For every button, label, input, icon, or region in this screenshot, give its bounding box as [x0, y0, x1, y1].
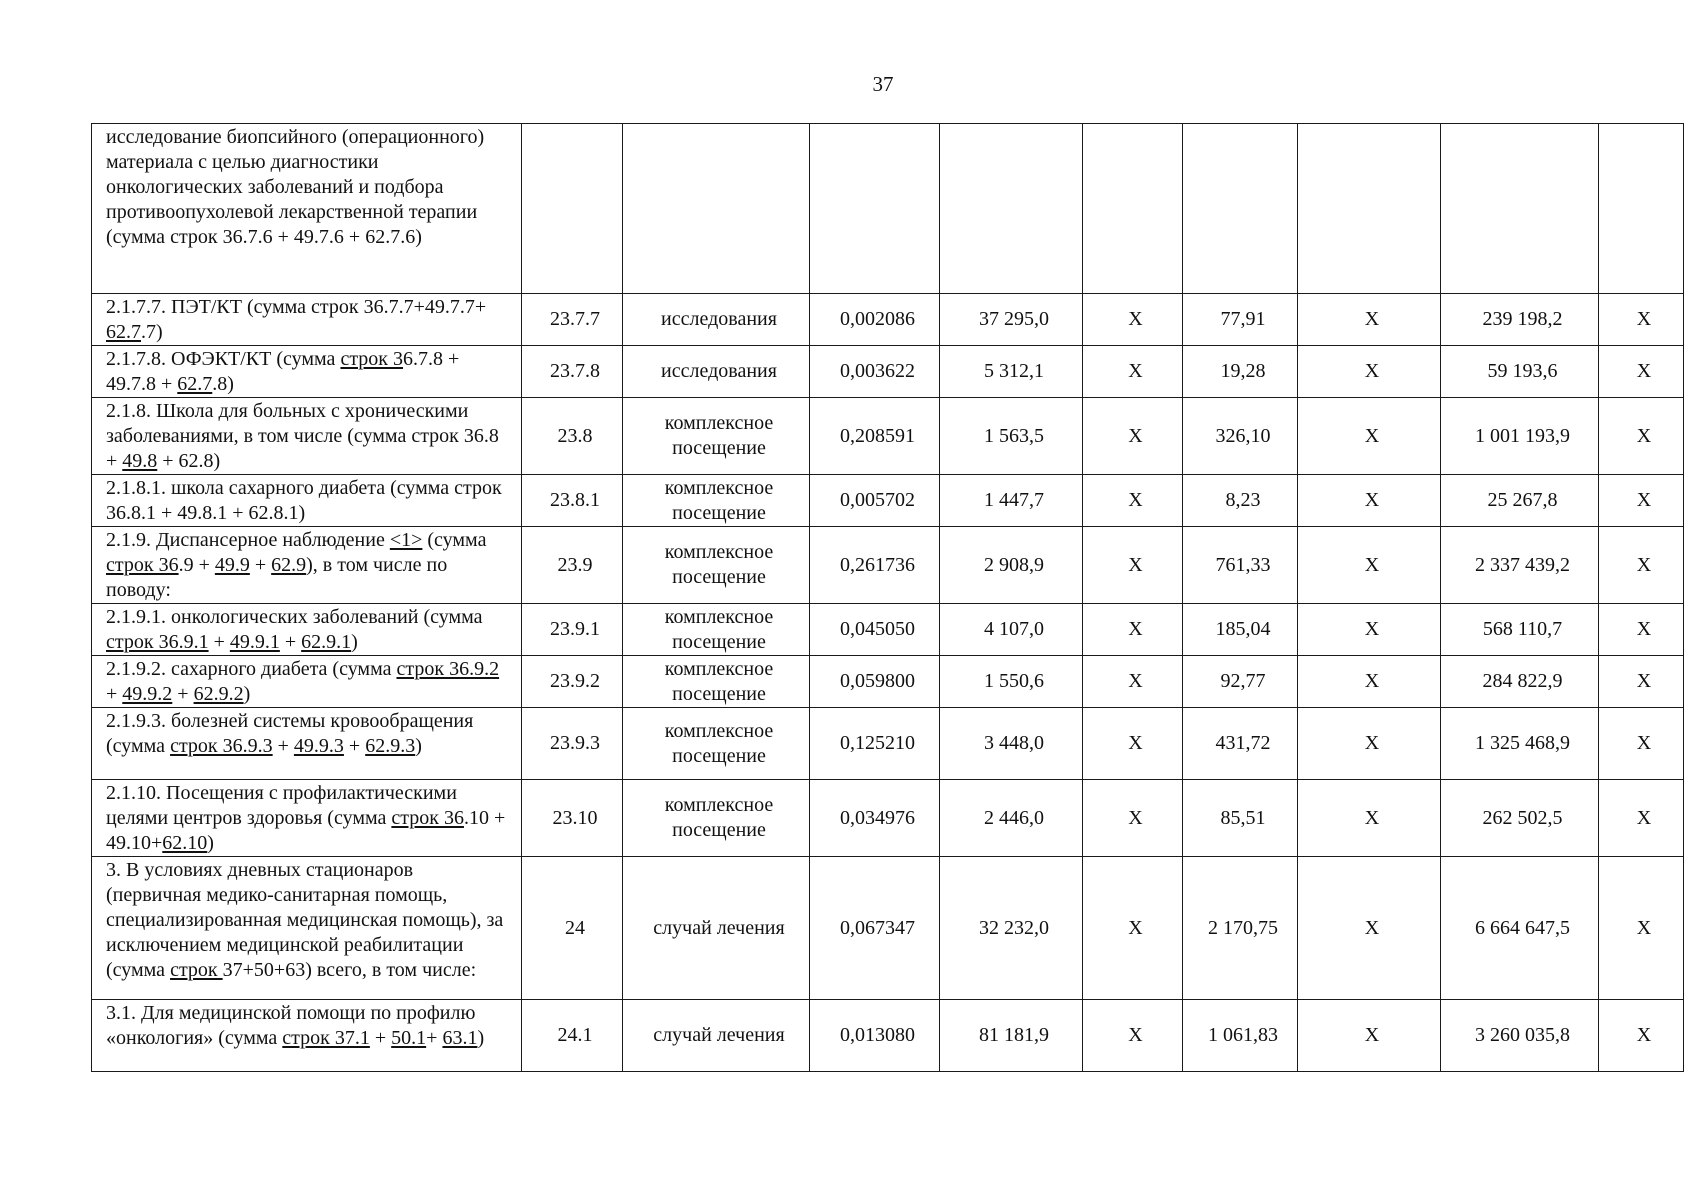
row-description-text: ) [415, 735, 422, 757]
unit-of-measure: комплексное посещение [623, 708, 810, 780]
total-sum: 25 267,8 [1441, 475, 1599, 527]
row-description-text: + [172, 683, 194, 705]
x-mark: X [1083, 294, 1183, 346]
unit-of-measure: комплексное посещение [623, 475, 810, 527]
per-capita-value: 761,33 [1183, 527, 1298, 604]
row-description-text: + [279, 631, 302, 653]
x-mark: X [1298, 604, 1441, 656]
total-sum: 6 664 647,5 [1441, 857, 1599, 1000]
unit-cost: 1 563,5 [940, 398, 1083, 475]
row-code: 23.9.1 [522, 604, 623, 656]
row-description [92, 708, 522, 780]
x-mark [1298, 124, 1441, 294]
row-reference-link: <1> [389, 529, 423, 551]
row-code: 23.10 [522, 780, 623, 857]
row-description-text: 2.1.7.7. ПЭТ/КТ (сумма строк 36.7.7+49.7.7+ [106, 296, 487, 318]
x-mark: X [1599, 294, 1684, 346]
total-sum: 568 110,7 [1441, 604, 1599, 656]
row-description-text: 2.1.7.8. ОФЭКТ/КТ (сумма [106, 348, 341, 370]
x-mark: X [1599, 346, 1684, 398]
per-capita-value: 77,91 [1183, 294, 1298, 346]
row-description-text: + [106, 683, 123, 705]
volume-rate: 0,208591 [810, 398, 940, 475]
per-capita-value: 326,10 [1183, 398, 1298, 475]
row-description-text: .8) [212, 373, 234, 395]
row-reference-link: строк 36.9.3 [170, 735, 273, 757]
table-row [92, 398, 1684, 475]
table-row [92, 604, 1684, 656]
row-description-text: 2.1.10. Посещения с профилактическими целями центров здоровья (сумма [106, 782, 457, 829]
row-description-text: ), в том числе по поводу: [106, 554, 448, 601]
row-code: 23.9 [522, 527, 623, 604]
row-reference-link: 49.9.3 [293, 735, 344, 757]
row-description-text: 6.7.8 + 49.7.8 + [106, 348, 460, 395]
volume-rate: 0,059800 [810, 656, 940, 708]
x-mark [1599, 124, 1684, 294]
volume-rate: 0,261736 [810, 527, 940, 604]
unit-cost [940, 124, 1083, 294]
unit-cost: 3 448,0 [940, 708, 1083, 780]
unit-cost: 32 232,0 [940, 857, 1083, 1000]
unit-cost: 2 908,9 [940, 527, 1083, 604]
row-reference-link: 62.7 [177, 373, 213, 395]
unit-of-measure: комплексное посещение [623, 398, 810, 475]
per-capita-value: 185,04 [1183, 604, 1298, 656]
total-sum: 2 337 439,2 [1441, 527, 1599, 604]
row-description-text: (сумма [422, 529, 487, 551]
row-description-text: ) [477, 1027, 485, 1049]
row-description [92, 398, 522, 475]
total-sum: 284 822,9 [1441, 656, 1599, 708]
total-sum [1441, 124, 1599, 294]
row-description-text: 2.1.9.1. онкологических заболеваний (сумма [106, 606, 483, 628]
row-code: 23.9.2 [522, 656, 623, 708]
row-description-text: 2.1.8.1. школа сахарного диабета (сумма строк 36.8.1 + 49.8.1 + 62.8.1) [106, 477, 502, 524]
total-sum: 59 193,6 [1441, 346, 1599, 398]
row-description-text: 3. В условиях дневных стационаров (первичная медико-санитарная помощь, специализированная медицинская помощь), за исключением медицинской реабилитации (сумма [106, 859, 504, 981]
unit-of-measure: комплексное посещение [623, 527, 810, 604]
row-description [92, 124, 522, 294]
x-mark: X [1599, 527, 1684, 604]
x-mark: X [1083, 857, 1183, 1000]
x-mark: X [1083, 527, 1183, 604]
unit-cost: 1 550,6 [940, 656, 1083, 708]
per-capita-value: 92,77 [1183, 656, 1298, 708]
unit-of-measure [623, 124, 810, 294]
unit-of-measure: исследования [623, 294, 810, 346]
per-capita-value: 8,23 [1183, 475, 1298, 527]
x-mark: X [1599, 398, 1684, 475]
volume-rate: 0,125210 [810, 708, 940, 780]
volume-rate: 0,067347 [810, 857, 940, 1000]
row-reference-link: строк [170, 959, 223, 981]
total-sum: 239 198,2 [1441, 294, 1599, 346]
per-capita-value: 85,51 [1183, 780, 1298, 857]
row-reference-link: строк 37.1 [282, 1027, 370, 1049]
unit-of-measure: комплексное посещение [623, 604, 810, 656]
table-body [92, 124, 1684, 1072]
unit-cost: 81 181,9 [940, 1000, 1083, 1072]
row-description-text: .10 + 49.10+ [106, 807, 506, 854]
row-description-text: 37+50+63) всего, в том числе: [222, 959, 477, 981]
total-sum: 1 325 468,9 [1441, 708, 1599, 780]
row-reference-link: 50.1 [391, 1027, 427, 1049]
table-row [92, 346, 1684, 398]
row-description [92, 780, 522, 857]
row-description-text: исследование биопсийного (операционного) материала с целью диагностики онкологических заболеваний и подбора противоопухолевой лекарственной терапии (сумма строк 36.7.6 + 49.7.6 + 62.7.6) [106, 126, 485, 248]
row-reference-link: 49.9.2 [122, 683, 173, 705]
x-mark: X [1083, 475, 1183, 527]
total-sum: 3 260 035,8 [1441, 1000, 1599, 1072]
table-row [92, 857, 1684, 1000]
row-code: 23.7.8 [522, 346, 623, 398]
data-table [91, 123, 1684, 1072]
row-code: 23.8 [522, 398, 623, 475]
row-description [92, 857, 522, 1000]
x-mark: X [1298, 857, 1441, 1000]
unit-cost: 37 295,0 [940, 294, 1083, 346]
x-mark: X [1083, 398, 1183, 475]
table-row [92, 1000, 1684, 1072]
row-reference-link: строк 36.9.1 [106, 631, 209, 653]
row-reference-link: строк 36 [391, 807, 464, 829]
row-reference-link: 63.1 [442, 1027, 478, 1049]
x-mark: X [1083, 604, 1183, 656]
table-row [92, 294, 1684, 346]
row-description-text: 3.1. Для медицинской помощи по профилю «онкология» (сумма [106, 1002, 476, 1049]
unit-of-measure: комплексное посещение [623, 656, 810, 708]
volume-rate: 0,034976 [810, 780, 940, 857]
table-row [92, 527, 1684, 604]
unit-cost: 2 446,0 [940, 780, 1083, 857]
row-description-text: ) [243, 683, 251, 705]
x-mark: X [1599, 604, 1684, 656]
x-mark: X [1298, 527, 1441, 604]
unit-of-measure: случай лечения [623, 1000, 810, 1072]
x-mark: X [1083, 1000, 1183, 1072]
x-mark: X [1298, 294, 1441, 346]
row-reference-link: 49.9.1 [229, 631, 280, 653]
row-description-text: .9 + [178, 554, 215, 576]
row-description-text: 2.1.9. Диспансерное наблюдение [106, 529, 390, 551]
table-row [92, 708, 1684, 780]
row-description [92, 656, 522, 708]
row-description-text: + [426, 1027, 443, 1049]
x-mark: X [1298, 656, 1441, 708]
row-reference-link: 62.10 [162, 832, 208, 854]
unit-cost: 4 107,0 [940, 604, 1083, 656]
volume-rate: 0,013080 [810, 1000, 940, 1072]
volume-rate: 0,003622 [810, 346, 940, 398]
row-description-text: 2.1.9.2. сахарного диабета (сумма [106, 658, 397, 680]
row-reference-link: строк 36 [106, 554, 179, 576]
x-mark: X [1083, 708, 1183, 780]
x-mark: X [1298, 780, 1441, 857]
row-description-text: + [249, 554, 272, 576]
x-mark: X [1083, 656, 1183, 708]
x-mark: X [1298, 475, 1441, 527]
row-description-text: .7) [141, 321, 163, 343]
row-code [522, 124, 623, 294]
unit-cost: 1 447,7 [940, 475, 1083, 527]
row-code: 23.9.3 [522, 708, 623, 780]
table-row [92, 475, 1684, 527]
x-mark: X [1298, 398, 1441, 475]
row-description [92, 1000, 522, 1072]
unit-of-measure: исследования [623, 346, 810, 398]
table-row [92, 656, 1684, 708]
x-mark: X [1298, 1000, 1441, 1072]
row-description [92, 527, 522, 604]
per-capita-value: 1 061,83 [1183, 1000, 1298, 1072]
row-reference-link: 62.9.2 [193, 683, 244, 705]
total-sum: 1 001 193,9 [1441, 398, 1599, 475]
row-reference-link: 62.9.3 [365, 735, 416, 757]
x-mark: X [1599, 780, 1684, 857]
row-reference-link: 62.7 [106, 321, 141, 343]
per-capita-value: 19,28 [1183, 346, 1298, 398]
per-capita-value [1183, 124, 1298, 294]
per-capita-value: 431,72 [1183, 708, 1298, 780]
row-description-text: + 62.8) [157, 450, 221, 472]
row-reference-link: строк 3 [340, 348, 404, 370]
row-code: 24.1 [522, 1000, 623, 1072]
row-description-text: + [343, 735, 366, 757]
row-description-text: + [272, 735, 294, 757]
x-mark: X [1298, 708, 1441, 780]
per-capita-value: 2 170,75 [1183, 857, 1298, 1000]
x-mark: X [1083, 780, 1183, 857]
row-code: 24 [522, 857, 623, 1000]
volume-rate: 0,002086 [810, 294, 940, 346]
volume-rate [810, 124, 940, 294]
x-mark: X [1599, 857, 1684, 1000]
unit-of-measure: комплексное посещение [623, 780, 810, 857]
row-description-text: + [369, 1027, 392, 1049]
row-code: 23.7.7 [522, 294, 623, 346]
unit-of-measure: случай лечения [623, 857, 810, 1000]
row-description-text: + [208, 631, 230, 653]
row-description [92, 475, 522, 527]
row-description-text: 2.1.8. Школа для больных с хроническими заболеваниями, в том числе (сумма строк 36.8 + [106, 400, 499, 472]
row-reference-link: 62.9.1 [301, 631, 352, 653]
unit-cost: 5 312,1 [940, 346, 1083, 398]
table-row [92, 780, 1684, 857]
row-reference-link: 49.8 [122, 450, 158, 472]
total-sum: 262 502,5 [1441, 780, 1599, 857]
row-reference-link: строк 36.9.2 [396, 658, 500, 680]
row-description-text: ) [207, 832, 214, 854]
x-mark: X [1298, 346, 1441, 398]
x-mark: X [1083, 346, 1183, 398]
volume-rate: 0,005702 [810, 475, 940, 527]
x-mark: X [1599, 1000, 1684, 1072]
row-description-text: ) [351, 631, 358, 653]
table-row [92, 124, 1684, 294]
x-mark: X [1599, 475, 1684, 527]
row-description [92, 294, 522, 346]
x-mark: X [1599, 656, 1684, 708]
row-description [92, 346, 522, 398]
row-reference-link: 62.9 [271, 554, 307, 576]
row-description-text: 2.1.9.3. болезней системы кровообращения (сумма [106, 710, 474, 757]
x-mark: X [1599, 708, 1684, 780]
x-mark [1083, 124, 1183, 294]
row-description [92, 604, 522, 656]
volume-rate: 0,045050 [810, 604, 940, 656]
page-number: 37 [872, 72, 894, 96]
row-reference-link: 49.9 [214, 554, 250, 576]
row-code: 23.8.1 [522, 475, 623, 527]
